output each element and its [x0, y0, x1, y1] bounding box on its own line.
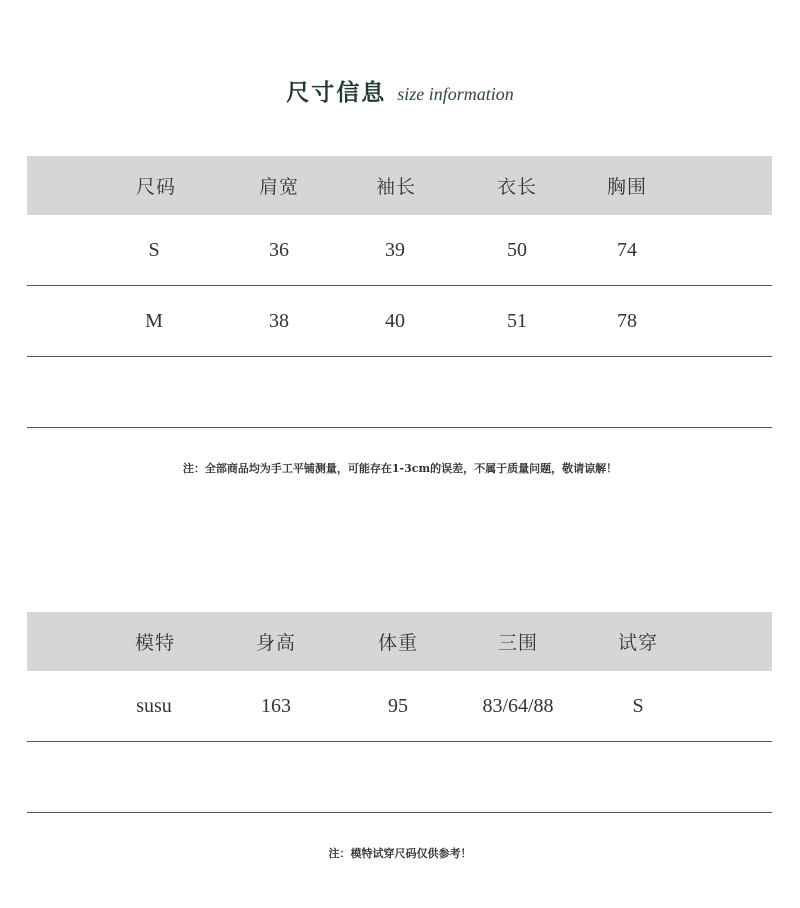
table-row-empty — [27, 742, 772, 813]
size-table-header — [27, 156, 772, 215]
page-title — [0, 74, 800, 107]
table-cell: 40 — [385, 309, 405, 332]
table-cell: 38 — [269, 309, 289, 332]
column-header-height: 身高 — [255, 632, 296, 654]
table-cell: S — [148, 238, 160, 261]
model-table-header — [27, 612, 772, 671]
table-cell: 78 — [617, 309, 637, 332]
column-header-model: 模特 — [134, 632, 175, 654]
table-cell: 163 — [261, 694, 291, 717]
table-cell: 50 — [507, 238, 527, 261]
table-cell: M — [145, 309, 163, 332]
table-cell: 39 — [385, 238, 405, 261]
column-header-sleeve: 袖长 — [375, 176, 416, 198]
column-header-tried-size: 试穿 — [617, 632, 658, 654]
title-chinese: 尺寸信息 — [286, 79, 387, 106]
size-table — [27, 156, 772, 428]
model-table — [27, 612, 772, 813]
column-header-length: 衣长 — [496, 176, 537, 198]
column-header-measurements: 三围 — [497, 632, 538, 654]
table-cell: 74 — [617, 238, 637, 261]
table-cell: susu — [136, 694, 172, 717]
model-note: 注：模特试穿尺码仅供参考！ — [328, 847, 472, 860]
table-row — [27, 286, 772, 357]
table-row-empty — [27, 357, 772, 428]
table-cell: S — [632, 694, 644, 717]
table-cell: 51 — [507, 309, 527, 332]
column-header-weight: 体重 — [377, 632, 418, 654]
table-row — [27, 671, 772, 742]
column-header-chest: 胸围 — [606, 176, 647, 198]
table-cell: 36 — [269, 238, 289, 261]
table-cell: 83/64/88 — [482, 694, 554, 717]
column-header-shoulder: 肩宽 — [258, 176, 299, 198]
title-english: size information — [397, 84, 514, 104]
table-cell: 95 — [388, 694, 408, 717]
column-header-size: 尺码 — [135, 176, 176, 198]
table-row — [27, 215, 772, 286]
size-note: 注：全部商品均为手工平铺测量，可能存在1-3cm的误差，不属于质量问题，敬请谅解！ — [182, 462, 618, 475]
